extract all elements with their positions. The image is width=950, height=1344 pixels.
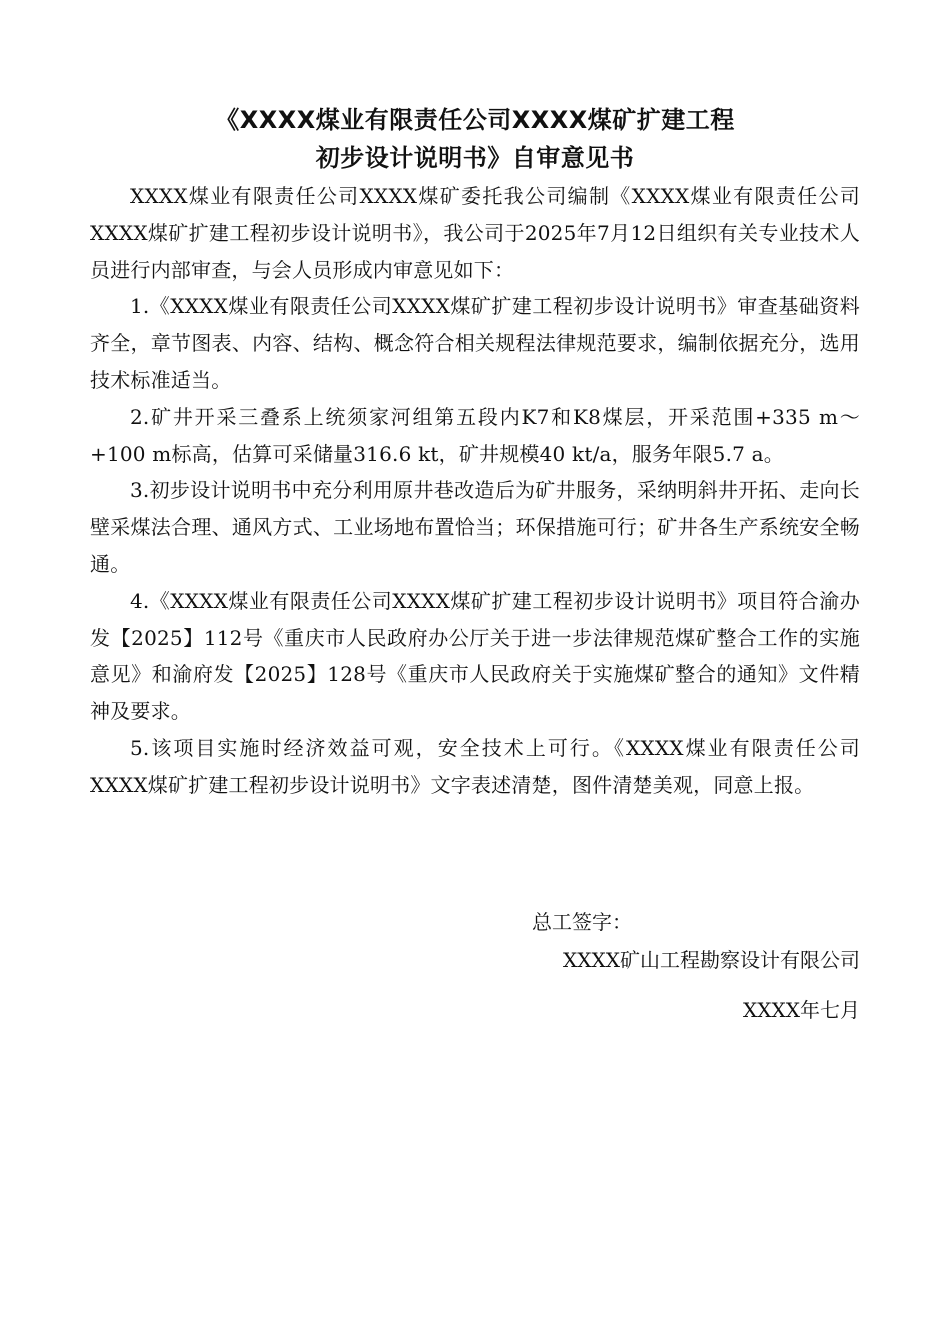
company-name: XXXX矿山工程勘察设计有限公司 — [563, 948, 860, 972]
opinion-item-2: 2.矿井开采三叠系上统须家河组第五段内K7和K8煤层，开采范围+335 m～+100 m标高，估算可采储量316.6 kt，矿井规模40 kt/a，服务年限5.7 a。 — [90, 404, 860, 466]
document-date: XXXX年七月 — [743, 998, 860, 1022]
document-body — [90, 178, 860, 804]
chief-engineer-signature-label: 总工签字： — [532, 910, 632, 934]
opinion-item-1: 1.《XXXX煤业有限责任公司XXXX煤矿扩建工程初步设计说明书》审查基础资料齐全，章节图表、内容、结构、概念符合相关规程法律规范要求，编制依据充分，选用技术标准适当。 — [90, 294, 860, 392]
opinion-item-4: 4.《XXXX煤业有限责任公司XXXX煤矿扩建工程初步设计说明书》项目符合渝办发【2025】112号《重庆市人民政府办公厅关于进一步法律规范煤矿整合工作的实施意见》和渝府发【2025】128号《重庆市人民政府关于实施煤矿整合的通知》文件精神及要求。 — [90, 588, 860, 724]
opinion-item-3: 3.初步设计说明书中充分利用原井巷改造后为矿井服务，采纳明斜井开拓、走向长壁采煤法合理、通风方式、工业场地布置恰当；环保措施可行；矿井各生产系统安全畅通。 — [90, 478, 860, 576]
intro-paragraph: XXXX煤业有限责任公司XXXX煤矿委托我公司编制《XXXX煤业有限责任公司XXXX煤矿扩建工程初步设计说明书》，我公司于2025年7月12日组织有关专业技术人员进行内部审查，与会人员形成内审意见如下： — [90, 184, 860, 282]
document-title-line-1: 《XXXX煤业有限责任公司XXXX煤矿扩建工程 — [215, 106, 735, 134]
document-title-line-2: 初步设计说明书》自审意见书 — [315, 144, 635, 172]
opinion-item-5: 5.该项目实施时经济效益可观，安全技术上可行。《XXXX煤业有限责任公司XXXX煤矿扩建工程初步设计说明书》文字表述清楚，图件清楚美观，同意上报。 — [90, 735, 860, 797]
